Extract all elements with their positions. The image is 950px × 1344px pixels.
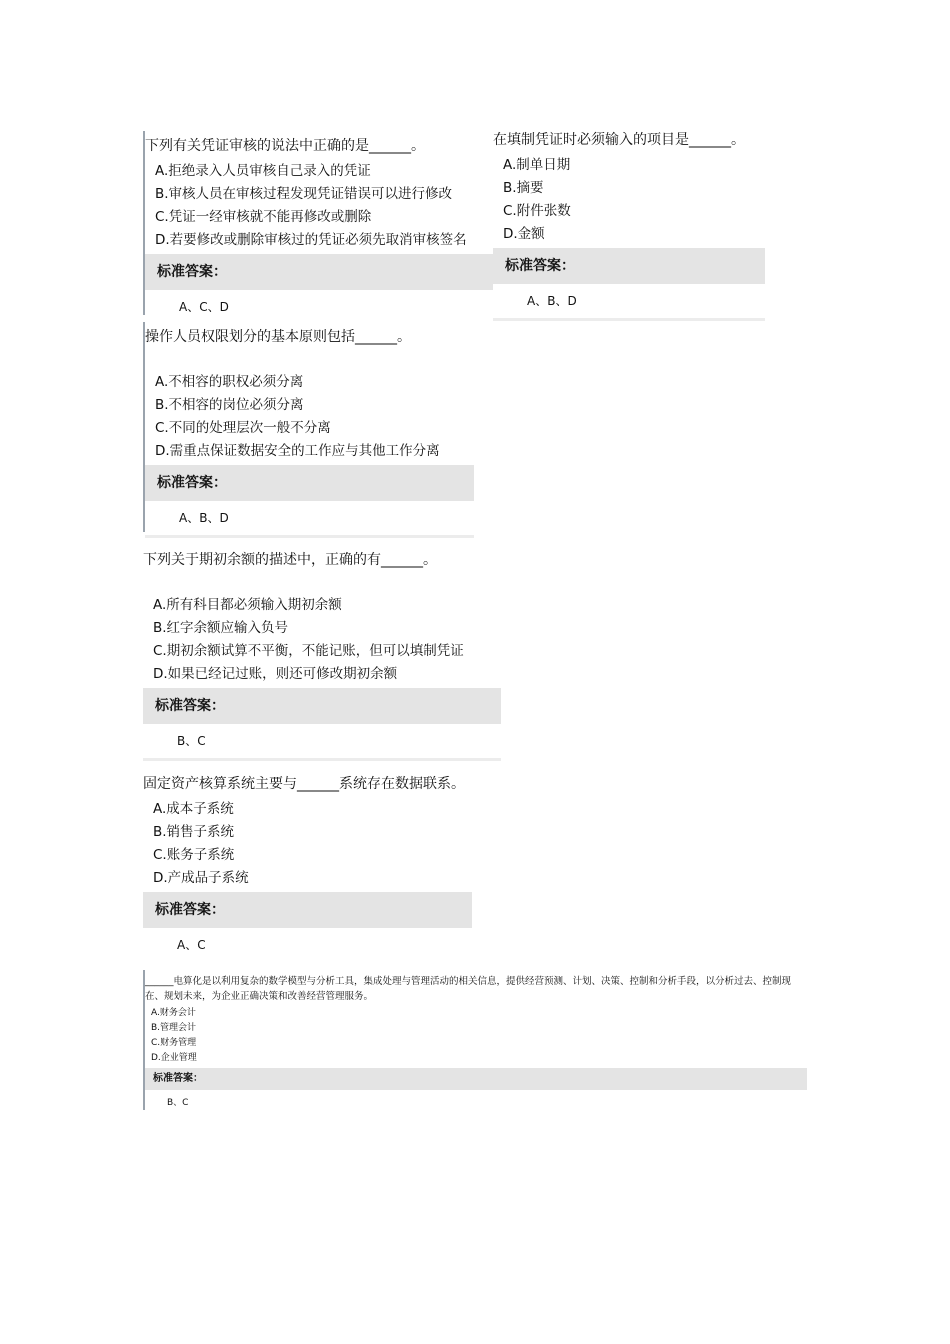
option-c: C.凭证一经审核就不能再修改或删除 bbox=[155, 209, 372, 225]
question-block bbox=[145, 136, 493, 324]
option-b: B.销售子系统 bbox=[153, 824, 235, 840]
answer-header: 标准答案： bbox=[143, 892, 472, 928]
option-c: C.附件张数 bbox=[503, 203, 571, 219]
option-b: B.不相容的岗位必须分离 bbox=[155, 397, 304, 413]
answer-value: B、C bbox=[177, 734, 206, 748]
option-d: D.若要修改或删除审核过的凭证必须先取消审核签名 bbox=[155, 232, 467, 248]
question-stem: 下列关于期初余额的描述中，正确的有______。 bbox=[143, 552, 437, 568]
question-stem: 下列有关凭证审核的说法中正确的是______。 bbox=[145, 138, 425, 154]
question-stem: ______电算化是以利用复杂的数学模型与分析工具，集成处理与管理活动的相关信息，提供经营预测、计划、决策、控制和分析手段，以分析过去、控制现在、规划未来，为企业正确决策和改善经营管理服务。 bbox=[145, 976, 792, 1002]
option-c: C.账务子系统 bbox=[153, 847, 235, 863]
option-list bbox=[493, 154, 765, 246]
option-d: D.金额 bbox=[503, 226, 545, 242]
question-block bbox=[143, 774, 472, 962]
option-a: A.不相容的职权必须分离 bbox=[155, 374, 304, 390]
option-list bbox=[145, 160, 493, 252]
option-b: B.管理会计 bbox=[151, 1023, 197, 1033]
answer-value: A、B、D bbox=[179, 511, 229, 525]
answer-header: 标准答案： bbox=[143, 688, 501, 724]
separator bbox=[493, 318, 765, 321]
answer-header: 标准答案： bbox=[145, 1068, 807, 1090]
question-block bbox=[145, 327, 474, 538]
option-a: A.财务会计 bbox=[151, 1008, 196, 1018]
question-stem: 操作人员权限划分的基本原则包括______。 bbox=[145, 329, 411, 345]
question-block bbox=[143, 550, 501, 761]
separator bbox=[145, 535, 474, 538]
answer-value: A、B、D bbox=[527, 294, 577, 308]
option-c: C.财务管理 bbox=[151, 1038, 197, 1048]
option-list bbox=[145, 1006, 807, 1066]
answer-value: A、C bbox=[177, 938, 206, 952]
option-d: D.如果已经记过账，则还可修改期初余额 bbox=[153, 666, 398, 682]
option-a: A.制单日期 bbox=[503, 157, 571, 173]
answer-header: 标准答案： bbox=[145, 254, 493, 290]
answer-value: A、C、D bbox=[179, 300, 229, 314]
option-d: D.需重点保证数据安全的工作应与其他工作分离 bbox=[155, 443, 440, 459]
option-a: A.成本子系统 bbox=[153, 801, 234, 817]
option-d: D.产成品子系统 bbox=[153, 870, 249, 886]
question-stem: 在填制凭证时必须输入的项目是______。 bbox=[493, 132, 745, 148]
option-b: B.红字余额应输入负号 bbox=[153, 620, 289, 636]
option-b: B.审核人员在审核过程发现凭证错误可以进行修改 bbox=[155, 186, 453, 202]
question-stem: 固定资产核算系统主要与______系统存在数据联系。 bbox=[143, 776, 465, 792]
question-block bbox=[145, 974, 807, 1116]
option-list bbox=[143, 594, 501, 686]
separator bbox=[143, 758, 501, 761]
option-a: A.拒绝录入人员审核自己录入的凭证 bbox=[155, 163, 371, 179]
option-list bbox=[143, 798, 472, 890]
question-block bbox=[493, 130, 765, 321]
option-b: B.摘要 bbox=[503, 180, 544, 196]
option-list bbox=[145, 371, 474, 463]
option-a: A.所有科目都必须输入期初余额 bbox=[153, 597, 342, 613]
answer-header: 标准答案： bbox=[493, 248, 765, 284]
answer-header: 标准答案： bbox=[145, 465, 474, 501]
option-d: D.企业管理 bbox=[151, 1053, 197, 1063]
answer-value: B、C bbox=[167, 1098, 189, 1108]
option-c: C.期初余额试算不平衡，不能记账，但可以填制凭证 bbox=[153, 643, 464, 659]
option-c: C.不同的处理层次一般不分离 bbox=[155, 420, 331, 436]
